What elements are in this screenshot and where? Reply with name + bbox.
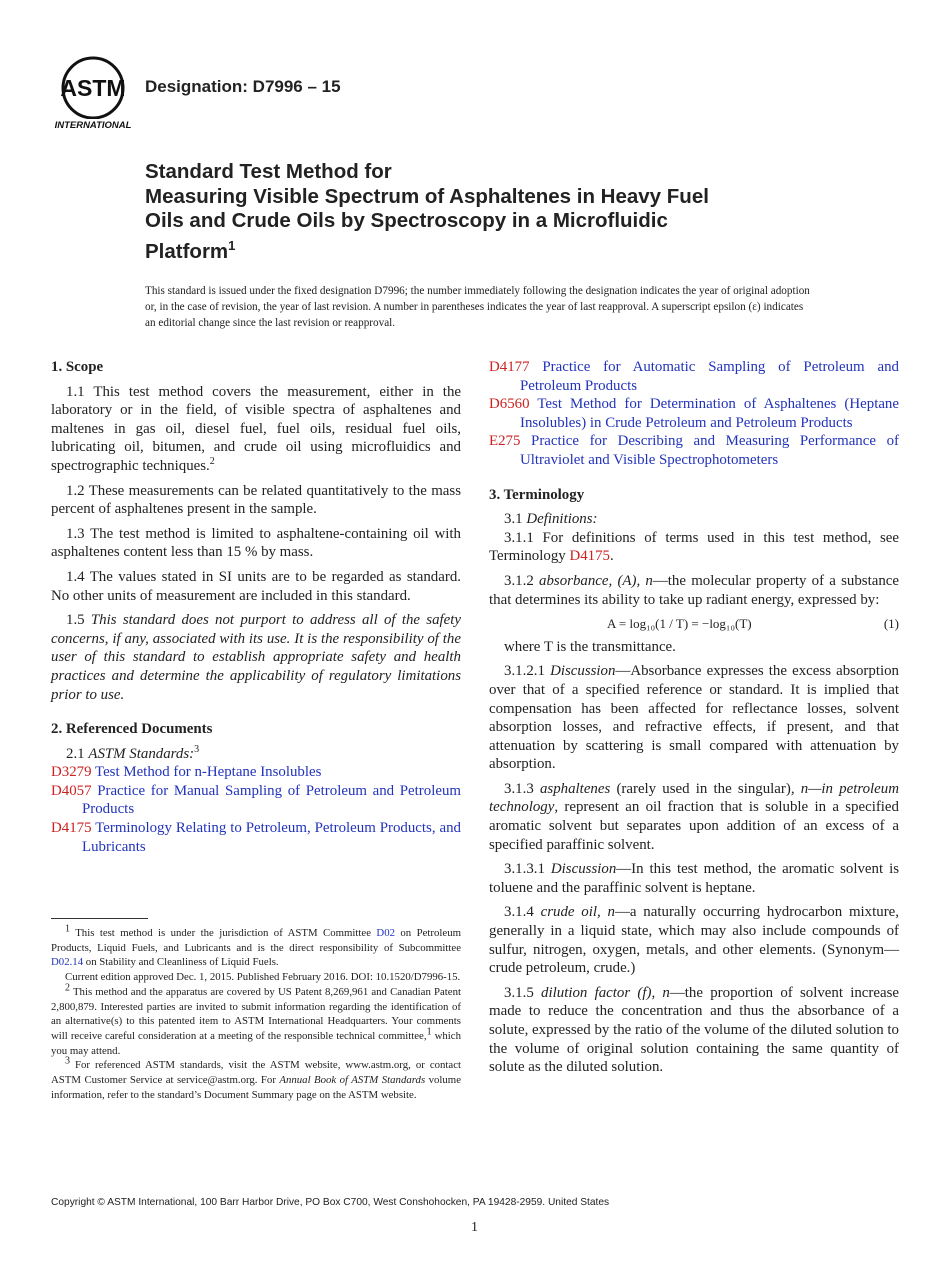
- paragraph: 3.1.2.1 Discussion—Absorbance expresses the excess absorption over that of a specified reference or standard. It is implied that compensation has been affected for reflectance losses, solvent absorption losses, and refractive effects, if present, and that attenuation by scattering is small compared with attenuation by absorption.: [489, 663, 899, 773]
- designation: Designation: D7996 – 15: [145, 77, 341, 96]
- subsection: 3.1 Definitions:: [504, 511, 598, 528]
- paragraph: 3.1.4 crude oil, n—a naturally occurring hydrocarbon mixture, generally in a liquid state, which may also include compounds of sulfur, nitrogen, oxygen, metals, and other elements. (Synonym—crude petroleum, crude.): [489, 904, 899, 977]
- paragraph: 3.1.3.1 Discussion—In this test method, the aromatic solvent is toluene and the paraffinic solvent is heptane.: [489, 861, 899, 896]
- equation-number: (1): [883, 616, 899, 632]
- footnote: 1 This test method is under the jurisdiction of ASTM Committee D02 on Petroleum Products, Liquid Fuels, and Lubricants and is the direct responsibility of Subcommittee D02.14 on Stability and Cleanliness of Liquid Fuels.: [51, 923, 461, 969]
- paragraph: 1.3 The test method is limited to asphaltene-containing oil with asphaltenes content less than 15 % by mass.: [51, 525, 461, 561]
- reference-item[interactable]: E275 Practice for Describing and Measuring Performance of Ultraviolet and Visible Spectrophotometers: [489, 433, 899, 468]
- subsection: 2.1 ASTM Standards:$^3$: [66, 743, 200, 762]
- footnote: 2 This method and the apparatus are covered by US Patent 8,269,961 and Canadian Patent 2,800,879. Interested parties are invited to submit information regarding the identification of an alternative(s) to this patented item to ASTM International Headquarters. Your comments will receive careful consideration at a meeting of the responsible technical committee,1 which you may attend.: [51, 982, 461, 1057]
- intro-note: This standard is issued under the fixed designation D7996; the number immediately following the designation indicates the year of original adoption or, in the case of revision, the year of last revision. A number in parentheses indicates the year of last reapproval. A superscript epsilon (ε) indicates an editorial change since the last revision or reapproval.: [145, 285, 810, 329]
- reference-link[interactable]: D4175: [569, 548, 610, 565]
- astm-logo: [52, 56, 134, 132]
- paragraph: 3.1.3 asphaltenes (rarely used in the singular), n—in petroleum technology, represent an oil fraction that is soluble in a specified aromatic solvent but separates upon addition of an excess of a specified paraffinic solvent.: [489, 780, 899, 853]
- section-heading: 3. Terminology: [489, 486, 585, 503]
- reference-item[interactable]: D4177 Practice for Automatic Sampling of Petroleum and Petroleum Products: [489, 359, 899, 394]
- logo-mark: ASTM: [60, 75, 126, 101]
- page-number: 1: [471, 1220, 478, 1235]
- title-line: Standard Test Method for: [145, 160, 392, 183]
- logo-subtext: INTERNATIONAL: [54, 120, 132, 131]
- footnotes: [51, 923, 461, 1102]
- title-footnote-mark: 1: [228, 237, 236, 253]
- paragraph: 1.1 This test method covers the measurement, either in the laboratory or in the field, of visible spectra of asphaltenes and maltenes in gas oil, diesel fuel, fuel oils, residual fuel oils, lubricating oil, bitumen, and crude oil using microfluidics and spectrographic techniques.$^2$: [51, 383, 461, 474]
- copyright-footer: Copyright © ASTM International, 100 Barr Harbor Drive, PO Box C700, West Conshohocken, PA 19428-2959. United States: [51, 1197, 610, 1208]
- subcommittee-link[interactable]: D02.14: [51, 956, 84, 969]
- right-column: [489, 358, 899, 1077]
- footnote: Current edition approved Dec. 1, 2015. Published February 2016. DOI: 10.1520/D7996-15.: [65, 971, 461, 984]
- footnote-ref[interactable]: 3: [194, 743, 200, 755]
- reference-item[interactable]: D6560 Test Method for Determination of Asphaltenes (Heptane Insolubles) in Crude Petroleum and Petroleum Products: [489, 396, 899, 431]
- committee-link[interactable]: D02: [376, 927, 395, 939]
- document-title: [145, 160, 845, 264]
- section-heading: 1. Scope: [51, 359, 104, 375]
- equation: [489, 615, 899, 634]
- footnote-ref[interactable]: 2: [209, 456, 215, 467]
- left-column: [51, 358, 461, 856]
- title-last-word: Platform: [145, 239, 229, 263]
- paragraph: 1.2 These measurements can be related quantitatively to the mass percent of asphaltenes present in the sample.: [51, 482, 461, 518]
- reference-item[interactable]: D4057 Practice for Manual Sampling of Petroleum and Petroleum Products: [51, 782, 461, 818]
- title-line: Measuring Visible Spectrum of Asphaltenes in Heavy Fuel: [145, 184, 709, 208]
- section-heading: 2. Referenced Documents: [51, 721, 213, 738]
- paragraph: 1.4 The values stated in SI units are to be regarded as standard. No other units of measurement are included in this standard.: [51, 568, 461, 604]
- footnote-rule: [51, 918, 148, 919]
- paragraph: where T is the transmittance.: [504, 638, 676, 655]
- reference-item[interactable]: D3279 Test Method for n-Heptane Insolubles: [51, 764, 322, 781]
- paragraph: 1.5 This standard does not purport to address all of the safety concerns, if any, associated with its use. It is the responsibility of the user of this standard to establish appropriate safety and health practices and determine the applicability of regulatory limitations prior to use.: [51, 612, 462, 703]
- paragraph: 3.1.5 dilution factor (f), n—the proportion of solvent increase made to reduce the concentration and thus the absorbance of a solute, expressed by the ratio of the volume of the diluted solution to the volume of original solution containing the same quantity of solute as the diluted solution.: [489, 984, 899, 1076]
- footnote: 3 For referenced ASTM standards, visit the ASTM website, www.astm.org, or contact ASTM Customer Service at service@astm.org. For Annual Book of ASTM Standards volume information, refer to the standard’s Document Summary page on the ASTM website.: [51, 1055, 461, 1101]
- paragraph: 3.1.1 For definitions of terms used in this test method, see Terminology D4175.: [489, 529, 899, 565]
- equation-expression: A = log₁₀(1 / T) = −log₁₀(T): [607, 616, 752, 632]
- title-line: Oils and Crude Oils by Spectroscopy in a Microfluidic: [145, 209, 668, 232]
- paragraph: 3.1.2 absorbance, (A), n—the molecular property of a substance that determines its ability to take up radiant energy, expressed by:: [489, 572, 899, 608]
- title-line: [145, 234, 845, 264]
- reference-item[interactable]: D4175 Terminology Relating to Petroleum, Petroleum Products, and Lubricants: [51, 820, 461, 855]
